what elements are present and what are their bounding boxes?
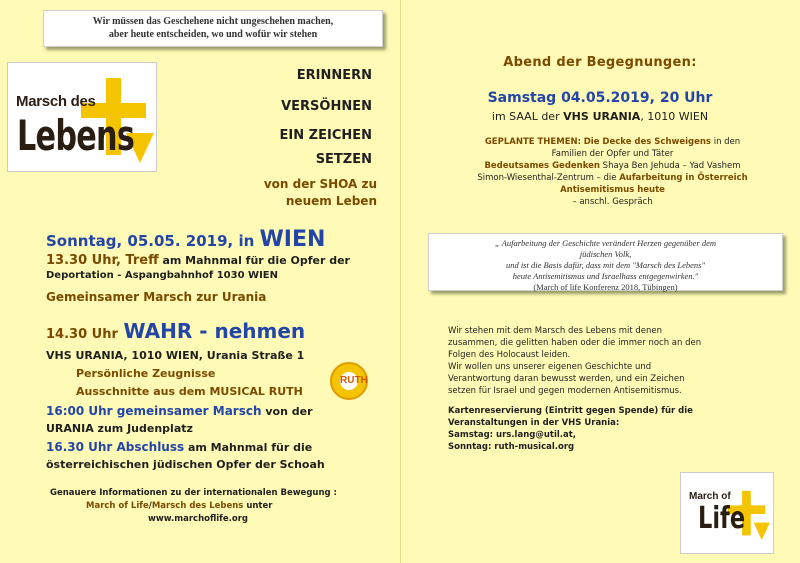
mission-line: Wir stehen mit dem Marsch des Lebens mit denen — [448, 326, 663, 336]
info-url[interactable]: www.marchoflife.org — [148, 514, 248, 524]
quote-line: und ist die Basis dafür, dass mit dem "Marsch des Lebens" — [505, 260, 706, 270]
logo-line1: Marsch des — [16, 93, 96, 110]
treff-line — [46, 253, 350, 268]
place-suffix: , 1010 WIEN — [640, 110, 709, 123]
marsch-des-lebens-logo — [7, 62, 157, 172]
evening-title: Abend der Begegnungen: — [503, 55, 697, 70]
slogan-line: SETZEN — [315, 152, 372, 167]
mission-line: Folgen des Holocaust leiden. — [448, 350, 571, 360]
place-venue: VHS URANIA — [563, 110, 641, 123]
abschluss-line — [46, 440, 312, 454]
wahr-line — [46, 319, 305, 343]
quote-line: jüdischen Volk, — [579, 249, 632, 259]
quote-line: „ Aufarbeitung der Geschichte verändert Herzen gegenüber dem — [494, 238, 717, 248]
shoa-line1: von der SHOA zu — [263, 177, 377, 191]
march16-time: 16:00 Uhr gemeinsamer Marsch — [46, 404, 262, 418]
fold-line — [400, 0, 401, 563]
stamp-text: RUTH — [340, 372, 358, 390]
topic-silence: Die Decke des Schweigens — [583, 137, 711, 147]
abschluss-line2: österreichischen jüdischen Opfer der Schoah — [46, 458, 325, 471]
zeugnisse-line: Persönliche Zeugnisse — [76, 367, 216, 380]
logo-line2: Lebens — [17, 111, 135, 160]
topic-yad-vashem: Shaya Ben Jehuda – Yad Vashem — [599, 161, 741, 171]
ticket-saturday-contact[interactable]: Samstag: urs.lang@util.at, — [448, 430, 577, 440]
info-line1: Genauere Informationen zu der internationalen Bewegung : — [50, 488, 337, 498]
mission-line: Wir wollen uns unserer eigenen Geschichte und — [448, 362, 652, 372]
date-city: WIEN — [259, 227, 326, 252]
musical-line: Ausschnitte aus dem MUSICAL RUTH — [76, 385, 303, 398]
slogan-line: VERSÖHNEN — [281, 99, 372, 114]
slogan-line: EIN ZEICHEN — [279, 128, 372, 143]
mission-line: Verantwortung daran bewusst werden, und ein Zeichen — [448, 374, 685, 384]
ticket-reservation — [448, 405, 768, 453]
quote-reference: (March of life Konferenz 2018, Tübingen) — [533, 282, 678, 292]
logo-line2: Life — [698, 501, 746, 536]
quote-line: heute Antisemitismus und Israelhass entgegenwirken." — [512, 271, 699, 281]
shoa-slogan — [232, 176, 377, 210]
logo-line1: March of — [689, 491, 731, 502]
ticket-sunday-contact[interactable]: Sonntag: ruth-musical.org — [448, 442, 575, 452]
info-marsch-des-lebens: Marsch des Lebens — [151, 501, 244, 511]
top-quote-box — [43, 10, 383, 47]
topics-label: GEPLANTE THEMEN: — [484, 137, 582, 147]
topic-aufarbeitung: Aufarbeitung in Österreich — [619, 173, 748, 183]
topic-antisemitismus: Antisemitismus heute — [560, 185, 665, 195]
info-line2 — [86, 501, 272, 511]
info-march-of-life: March of Life — [86, 501, 149, 511]
slogan-line: ERINNERN — [296, 68, 372, 83]
wahr-title: WAHR - nehmen — [123, 319, 306, 343]
topic-families: Familien der Opfer und Täter — [551, 149, 674, 159]
march16-line2: URANIA zum Judenplatz — [46, 422, 193, 435]
evening-date: Samstag 04.05.2019, 20 Uhr — [487, 90, 713, 106]
conference-quote-box — [428, 233, 783, 291]
date-prefix: Sonntag, 05.05. 2019, in — [46, 232, 255, 250]
topic-wiesenthal: Simon-Wiesenthal-Zentrum – die — [477, 173, 620, 183]
info-unter: unter — [243, 501, 273, 511]
topic-text: in den — [711, 137, 741, 147]
ticket-line: Veranstaltungen in der VHS Urania: — [448, 418, 620, 428]
treff-time: 13.30 Uhr, Treff — [46, 253, 159, 268]
abschluss-time: 16.30 Uhr Abschluss — [46, 440, 185, 454]
planned-topics — [440, 136, 785, 208]
topic-gespraech: – anschl. Gespräch — [572, 197, 653, 207]
vhs-line: VHS URANIA, 1010 WIEN, Urania Straße 1 — [46, 349, 305, 362]
march16-line — [46, 404, 313, 418]
shoa-line2: neuem Leben — [285, 194, 377, 208]
treff-line2: Deportation - Aspangbahnhof 1030 WIEN — [46, 270, 278, 281]
event-date — [46, 227, 325, 252]
mission-line: zusammen, die gelitten haben oder die immer noch an den — [448, 338, 702, 348]
march-of-life-logo — [680, 472, 774, 554]
marsch-line: Gemeinsamer Marsch zur Urania — [46, 290, 267, 304]
top-quote-line: aber heute entscheiden, wo und wofür wir stehen — [108, 29, 318, 40]
wahr-time: 14.30 Uhr — [46, 327, 118, 342]
info-sep: / — [148, 501, 152, 511]
topic-gedenken: Bedeutsames Gedenken — [484, 161, 600, 171]
evening-place — [430, 110, 770, 123]
mission-line: setzen für Israel und gegen modernen Antisemitismus. — [448, 386, 682, 396]
abschluss-text: am Mahnmal für die — [184, 441, 313, 454]
top-quote-line: Wir müssen das Geschehene nicht ungeschehen machen, — [92, 16, 334, 27]
place-prefix: im SAAL der — [491, 110, 564, 123]
musical-ruth-badge — [330, 362, 368, 400]
treff-text: am Mahnmal für die Opfer der — [158, 254, 350, 267]
ticket-line: Kartenreservierung (Eintritt gegen Spende) für die — [448, 406, 693, 416]
mission-text — [448, 325, 788, 397]
march16-text: von der — [261, 405, 313, 418]
